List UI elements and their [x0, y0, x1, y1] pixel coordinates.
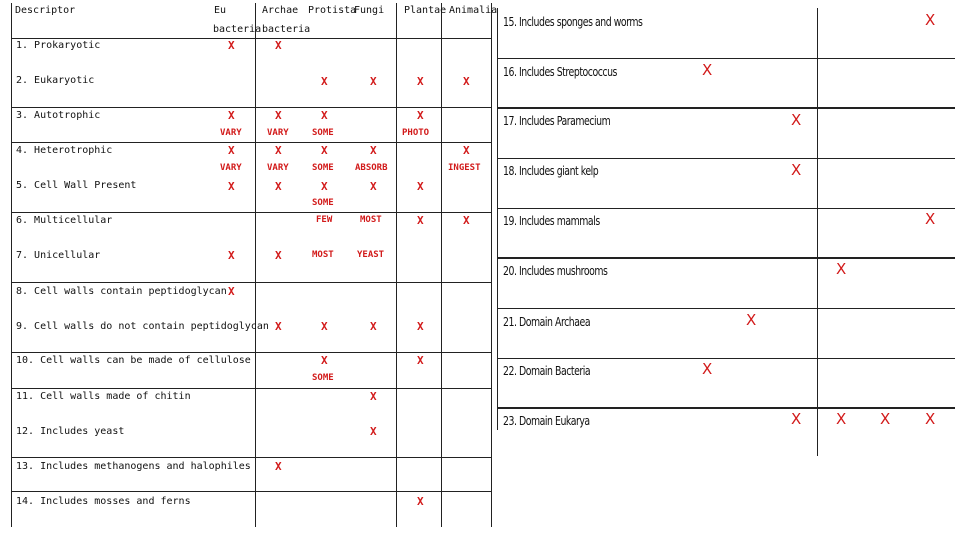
mark-photo: PHOTO	[402, 128, 430, 138]
row-label: 6. Multicellular	[16, 215, 113, 226]
row-divider	[497, 158, 955, 159]
row-label: 14. Includes mosses and ferns	[16, 496, 191, 507]
row-divider	[497, 358, 955, 359]
mark-x: X	[836, 410, 847, 428]
row-label: 18. Includes giant kelp	[503, 164, 599, 178]
mark-x: X	[791, 111, 802, 129]
row-divider	[11, 352, 491, 353]
row-divider	[497, 107, 955, 109]
mark-x: X	[417, 320, 424, 333]
row-divider	[497, 58, 955, 59]
mark-x: X	[275, 39, 282, 52]
row-label: 7. Unicellular	[16, 250, 101, 261]
mark-x: X	[463, 75, 470, 88]
row-divider	[11, 388, 491, 389]
mark-ingest: INGEST	[448, 163, 481, 173]
header-animalia: Animalia	[449, 5, 498, 16]
row-label: 2. Eukaryotic	[16, 75, 95, 86]
mark-x: X	[370, 75, 377, 88]
mark-x: X	[417, 180, 424, 193]
mark-most: MOST	[312, 250, 334, 260]
mark-vary: VARY	[267, 163, 289, 173]
row-divider	[11, 491, 491, 492]
row-label: 13. Includes methanogens and halophiles	[16, 461, 251, 472]
table-border	[817, 8, 818, 456]
mark-x: X	[228, 285, 235, 298]
mark-x: X	[321, 144, 328, 157]
row-label: 8. Cell walls contain peptidoglycan	[16, 286, 227, 297]
mark-x: X	[321, 109, 328, 122]
mark-x: X	[417, 109, 424, 122]
row-label: 9. Cell walls do not contain peptidoglycan	[16, 321, 269, 332]
mark-x: X	[228, 144, 235, 157]
row-divider	[11, 282, 491, 283]
mark-x: X	[321, 180, 328, 193]
mark-x: X	[791, 410, 802, 428]
mark-x: X	[321, 320, 328, 333]
mark-few: FEW	[316, 215, 333, 225]
mark-x: X	[925, 410, 936, 428]
header-fungi: Fungi	[354, 5, 385, 16]
mark-x: X	[370, 425, 377, 438]
header-eu: Eu	[214, 5, 227, 16]
mark-x: X	[370, 320, 377, 333]
row-divider	[11, 107, 491, 108]
mark-x: X	[370, 390, 377, 403]
row-label: 19. Includes mammals	[503, 214, 600, 228]
mark-x: X	[321, 354, 328, 367]
mark-x: X	[417, 495, 424, 508]
row-divider	[497, 407, 955, 409]
row-label: 11. Cell walls made of chitin	[16, 391, 191, 402]
table-border	[396, 3, 397, 527]
table-border	[11, 3, 12, 527]
row-divider	[497, 308, 955, 309]
mark-x: X	[321, 75, 328, 88]
row-label: 21. Domain Archaea	[503, 315, 591, 329]
mark-x: X	[417, 75, 424, 88]
row-label: 16. Includes Streptococcus	[503, 65, 617, 79]
mark-x: X	[275, 460, 282, 473]
header-archae-bacteria: bacteria	[262, 24, 311, 35]
mark-x: X	[463, 144, 470, 157]
mark-x: X	[275, 249, 282, 262]
row-label: 10. Cell walls can be made of cellulose	[16, 355, 251, 366]
row-label: 1. Prokaryotic	[16, 40, 101, 51]
mark-x: X	[702, 61, 713, 79]
mark-x: X	[370, 144, 377, 157]
row-label: 4. Heterotrophic	[16, 145, 113, 156]
header-archae: Archae	[262, 5, 299, 16]
row-label: 23. Domain Eukarya	[503, 414, 590, 428]
row-divider	[11, 38, 491, 39]
mark-x: X	[275, 144, 282, 157]
mark-x: X	[925, 11, 936, 29]
mark-x: X	[275, 109, 282, 122]
table-border	[491, 3, 492, 527]
row-divider	[497, 257, 955, 259]
row-divider	[11, 142, 491, 143]
row-label: 15. Includes sponges and worms	[503, 15, 643, 29]
row-label: 12. Includes yeast	[16, 426, 125, 437]
row-label: 5. Cell Wall Present	[16, 180, 137, 191]
table-border	[441, 3, 442, 527]
mark-some: SOME	[312, 163, 334, 173]
row-label: 17. Includes Paramecium	[503, 114, 611, 128]
row-divider	[11, 212, 491, 213]
mark-x: X	[370, 180, 377, 193]
header-protista: Protista	[308, 5, 357, 16]
mark-x: X	[746, 311, 757, 329]
mark-yeast: YEAST	[357, 250, 385, 260]
mark-x: X	[275, 320, 282, 333]
mark-x: X	[228, 39, 235, 52]
mark-x: X	[228, 180, 235, 193]
mark-absorb: ABSORB	[355, 163, 388, 173]
row-divider	[11, 457, 491, 458]
mark-x: X	[836, 260, 847, 278]
mark-vary: VARY	[267, 128, 289, 138]
mark-x: X	[702, 360, 713, 378]
mark-most: MOST	[360, 215, 382, 225]
mark-x: X	[791, 161, 802, 179]
mark-some: SOME	[312, 128, 334, 138]
mark-x: X	[925, 210, 936, 228]
mark-x: X	[417, 214, 424, 227]
mark-x: X	[228, 109, 235, 122]
mark-x: X	[417, 354, 424, 367]
mark-x: X	[880, 410, 891, 428]
row-divider	[497, 208, 955, 209]
header-plantae: Plantae	[404, 5, 447, 16]
row-label: 22. Domain Bacteria	[503, 364, 591, 378]
mark-x: X	[463, 214, 470, 227]
mark-x: X	[228, 249, 235, 262]
mark-some: SOME	[312, 198, 334, 208]
row-label: 20. Includes mushrooms	[503, 264, 608, 278]
row-label: 3. Autotrophic	[16, 110, 101, 121]
mark-some: SOME	[312, 373, 334, 383]
mark-vary: VARY	[220, 128, 242, 138]
table-border	[497, 8, 498, 430]
mark-vary: VARY	[220, 163, 242, 173]
table-border	[255, 3, 256, 527]
header-descriptor: Descriptor	[15, 5, 76, 16]
header-eu-bacteria: bacteria	[213, 24, 262, 35]
mark-x: X	[275, 180, 282, 193]
